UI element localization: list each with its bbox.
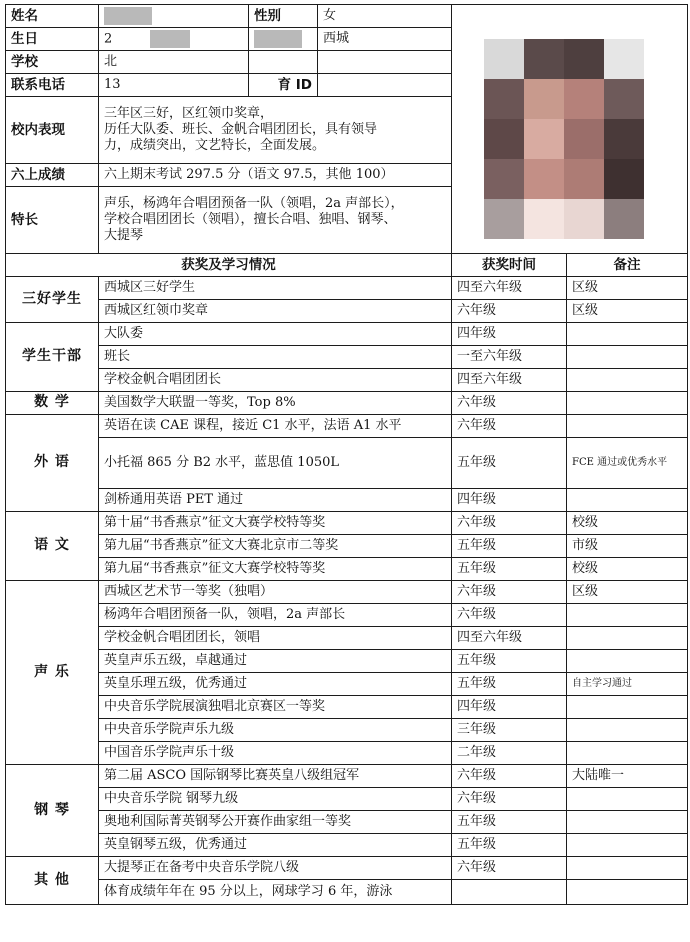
- award-row: [6, 438, 688, 489]
- award-description: 大提琴正在备考中央音乐学院八级: [99, 857, 452, 880]
- award-description: 英语在读 CAE 课程，接近 C1 水平，法语 A1 水平: [99, 415, 452, 438]
- award-row: [6, 346, 688, 369]
- award-row: [6, 512, 688, 535]
- school-performance-label: 校内表现: [6, 97, 99, 164]
- award-time: 六年级: [452, 392, 567, 415]
- award-note: 市级: [567, 535, 688, 558]
- award-row: [6, 300, 688, 323]
- award-time: 四年级: [452, 323, 567, 346]
- award-description: 中国音乐学院声乐十级: [99, 742, 452, 765]
- id-value: [318, 74, 452, 97]
- award-note: [567, 415, 688, 438]
- award-note: [567, 392, 688, 415]
- award-row: [6, 277, 688, 300]
- award-description: 杨鸿年合唱团预备一队，领唱，2a 声部长: [99, 604, 452, 627]
- award-note: [567, 880, 688, 905]
- award-time: 三年级: [452, 719, 567, 742]
- award-note: FCE 通过或优秀水平: [567, 438, 688, 489]
- award-row: [6, 765, 688, 788]
- award-note: [567, 696, 688, 719]
- awards-header-time: 获奖时间: [452, 254, 567, 277]
- award-description: 体育成绩年年在 95 分以上，网球学习 6 年，游泳: [99, 880, 452, 905]
- award-time: 五年级: [452, 673, 567, 696]
- district-value: 西城: [318, 28, 452, 51]
- award-description: 西城区三好学生: [99, 277, 452, 300]
- award-row: [6, 489, 688, 512]
- award-time: 六年级: [452, 300, 567, 323]
- awards-body: [6, 277, 688, 905]
- award-row: [6, 811, 688, 834]
- award-category: 钢 琴: [6, 765, 99, 857]
- student-photo-pixelated: [452, 5, 688, 254]
- award-note: [567, 346, 688, 369]
- award-time: 六年级: [452, 581, 567, 604]
- award-row: [6, 558, 688, 581]
- award-time: 六年级: [452, 857, 567, 880]
- awards-header-title: 获奖及学习情况: [6, 254, 452, 277]
- award-note: [567, 742, 688, 765]
- award-row: [6, 604, 688, 627]
- award-time: 四至六年级: [452, 627, 567, 650]
- award-description: 第九届“书香燕京”征文大赛北京市二等奖: [99, 535, 452, 558]
- award-note: [567, 323, 688, 346]
- award-time: 四年级: [452, 489, 567, 512]
- award-row: [6, 857, 688, 880]
- award-category: 声 乐: [6, 581, 99, 765]
- award-description: 西城区艺术节一等奖（独唱）: [99, 581, 452, 604]
- award-row: [6, 719, 688, 742]
- award-row: [6, 788, 688, 811]
- award-note: [567, 489, 688, 512]
- award-note: 区级: [567, 581, 688, 604]
- award-description: 美国数学大联盟一等奖，Top 8%: [99, 392, 452, 415]
- pixelated-portrait: [464, 19, 664, 254]
- award-row: [6, 323, 688, 346]
- award-row: [6, 880, 688, 905]
- award-description: 学校金帆合唱团团长: [99, 369, 452, 392]
- school-value: 北: [99, 51, 249, 74]
- award-note: 区级: [567, 300, 688, 323]
- award-time: 五年级: [452, 438, 567, 489]
- award-note: [567, 834, 688, 857]
- birthday-label: 生日: [6, 28, 99, 51]
- award-description: 英皇声乐五级，卓越通过: [99, 650, 452, 673]
- award-category: 其 他: [6, 857, 99, 905]
- award-note: [567, 369, 688, 392]
- award-time: 五年级: [452, 558, 567, 581]
- award-time: 五年级: [452, 811, 567, 834]
- name-value-redacted: [99, 5, 249, 28]
- id-label: 育 ID: [249, 74, 318, 97]
- award-time: 二年级: [452, 742, 567, 765]
- gender-label: 性别: [249, 5, 318, 28]
- award-category: 学生干部: [6, 323, 99, 392]
- award-description: 西城区红领巾奖章: [99, 300, 452, 323]
- award-note: [567, 811, 688, 834]
- name-label: 姓名: [6, 5, 99, 28]
- award-row: [6, 415, 688, 438]
- award-description: 中央音乐学院展演独唱北京赛区一等奖: [99, 696, 452, 719]
- award-description: 英皇乐理五级，优秀通过: [99, 673, 452, 696]
- grade6-label: 六上成绩: [6, 164, 99, 187]
- award-row: [6, 369, 688, 392]
- award-description: 奥地利国际菁英钢琴公开赛作曲家组一等奖: [99, 811, 452, 834]
- award-time: 四至六年级: [452, 369, 567, 392]
- award-description: 第九届“书香燕京”征文大赛学校特等奖: [99, 558, 452, 581]
- award-description: 班长: [99, 346, 452, 369]
- award-time: 六年级: [452, 765, 567, 788]
- talent-value: 声乐，杨鸿年合唱团预备一队（领唱，2a 声部长）， 学校合唱团团长（领唱），擅长合唱、独唱、钢琴、 大提琴: [99, 187, 452, 254]
- student-resume-table: [5, 4, 688, 905]
- award-note: [567, 650, 688, 673]
- talent-label: 特长: [6, 187, 99, 254]
- award-note: [567, 604, 688, 627]
- award-note: 自主学习通过: [567, 673, 688, 696]
- school-extra-redacted: [249, 51, 318, 74]
- award-row: [6, 742, 688, 765]
- award-description: 大队委: [99, 323, 452, 346]
- award-time: 五年级: [452, 834, 567, 857]
- award-description: 第十届“书香燕京”征文大赛学校特等奖: [99, 512, 452, 535]
- award-description: 学校金帆合唱团团长，领唱: [99, 627, 452, 650]
- awards-header-note: 备注: [567, 254, 688, 277]
- birthday-value: 2: [99, 28, 249, 51]
- award-time: [452, 880, 567, 905]
- school-performance-value: 三年区三好，区红领巾奖章， 历任大队委、班长、金帆合唱团团长，具有领导 力，成绩突出，文艺特长，全面发展。: [99, 97, 452, 164]
- award-time: 四年级: [452, 696, 567, 719]
- school-extra-value: [318, 51, 452, 74]
- award-note: 校级: [567, 512, 688, 535]
- award-note: [567, 857, 688, 880]
- award-row: [6, 834, 688, 857]
- award-note: [567, 627, 688, 650]
- award-row: [6, 535, 688, 558]
- award-description: 中央音乐学院 钢琴九级: [99, 788, 452, 811]
- award-description: 中央音乐学院声乐九级: [99, 719, 452, 742]
- gender-value: 女: [318, 5, 452, 28]
- award-category: 三好学生: [6, 277, 99, 323]
- award-row: [6, 696, 688, 719]
- award-description: 小托福 865 分 B2 水平，蓝思值 1050L: [99, 438, 452, 489]
- award-time: 六年级: [452, 604, 567, 627]
- award-row: [6, 627, 688, 650]
- award-note: 区级: [567, 277, 688, 300]
- award-row: [6, 650, 688, 673]
- award-row: [6, 392, 688, 415]
- award-row: [6, 581, 688, 604]
- award-description: 剑桥通用英语 PET 通过: [99, 489, 452, 512]
- district-label-redacted: [249, 28, 318, 51]
- phone-value: 13: [99, 74, 249, 97]
- award-note: [567, 719, 688, 742]
- award-time: 五年级: [452, 535, 567, 558]
- grade6-value: 六上期末考试 297.5 分（语文 97.5，其他 100）: [99, 164, 452, 187]
- award-row: [6, 673, 688, 696]
- award-category: 语 文: [6, 512, 99, 581]
- award-time: 五年级: [452, 650, 567, 673]
- phone-label: 联系电话: [6, 74, 99, 97]
- award-time: 六年级: [452, 415, 567, 438]
- award-time: 六年级: [452, 512, 567, 535]
- award-description: 第二届 ASCO 国际钢琴比赛英皇八级组冠军: [99, 765, 452, 788]
- award-time: 四至六年级: [452, 277, 567, 300]
- award-time: 六年级: [452, 788, 567, 811]
- award-note: 校级: [567, 558, 688, 581]
- award-category: 数 学: [6, 392, 99, 415]
- award-note: [567, 788, 688, 811]
- award-category: 外 语: [6, 415, 99, 512]
- school-label: 学校: [6, 51, 99, 74]
- award-time: 一至六年级: [452, 346, 567, 369]
- award-description: 英皇钢琴五级，优秀通过: [99, 834, 452, 857]
- award-note: 大陆唯一: [567, 765, 688, 788]
